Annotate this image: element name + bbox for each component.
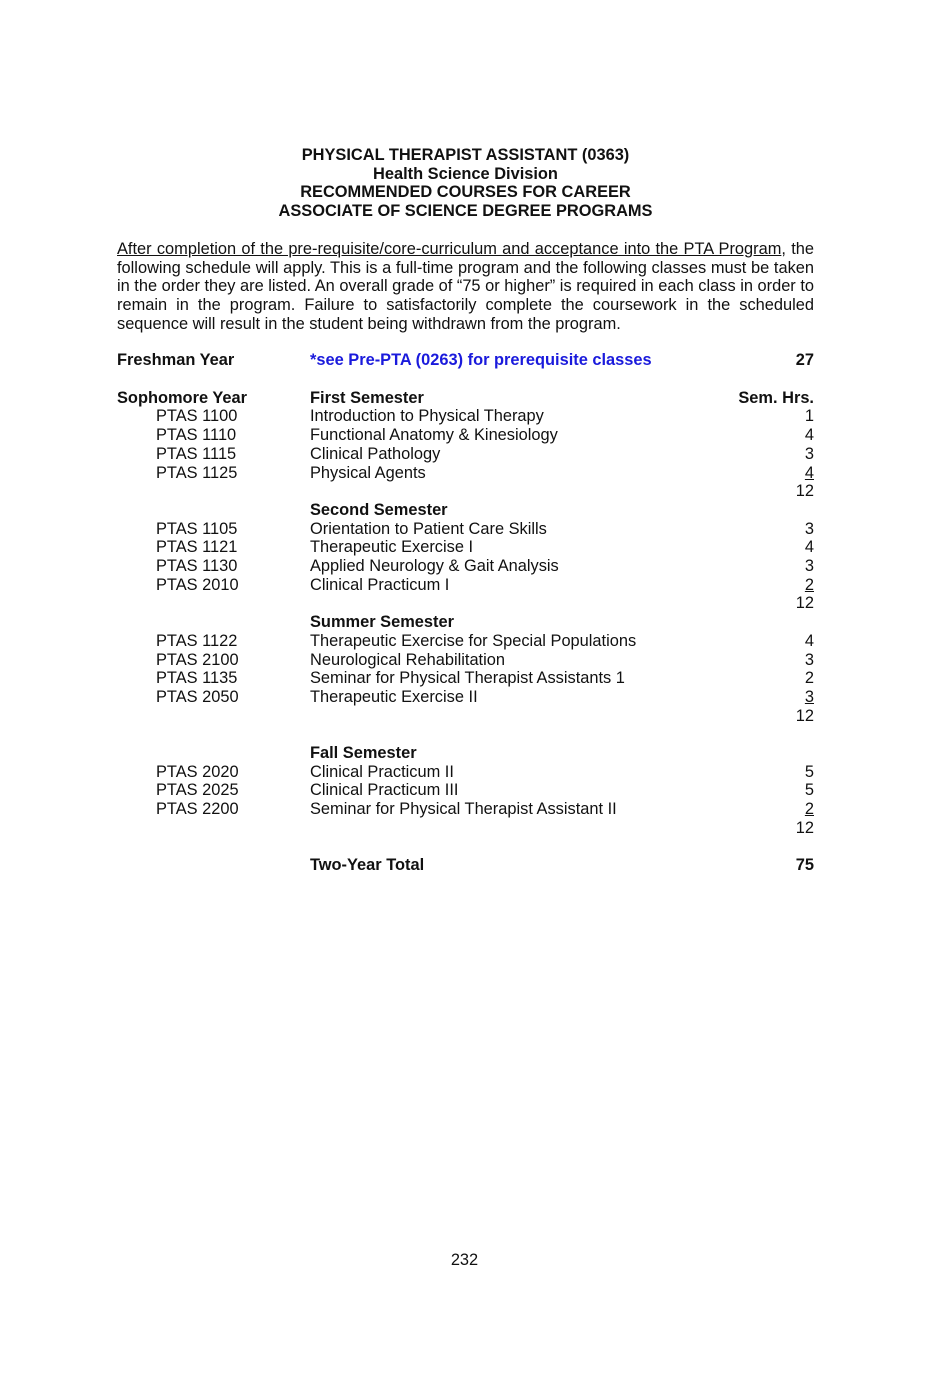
degree-heading: ASSOCIATE OF SCIENCE DEGREE PROGRAMS: [278, 202, 653, 221]
prerequisite-link[interactable]: *see Pre-PTA (0263) for prerequisite classes: [310, 351, 652, 370]
course-name: Therapeutic Exercise II: [310, 687, 478, 706]
course-hours: 4: [804, 631, 814, 650]
semester-header-row: [117, 501, 814, 520]
semester-total: 12: [795, 706, 814, 725]
course-hours: 5: [804, 781, 814, 800]
two-year-total-hours: 75: [795, 856, 814, 875]
course-row: [117, 688, 814, 707]
course-name: Orientation to Patient Care Skills: [310, 519, 547, 538]
course-code: PTAS 2200: [156, 800, 239, 819]
course-name: Clinical Pathology: [310, 444, 441, 463]
course-name: Seminar for Physical Therapist Assistants 1: [310, 669, 625, 688]
course-row: [117, 651, 814, 670]
sem-hrs-header: Sem. Hrs.: [738, 388, 814, 407]
course-row: [117, 632, 814, 651]
course-row: [117, 445, 814, 464]
division-name: Health Science Division: [373, 164, 558, 183]
freshman-year-label: Freshman Year: [117, 351, 235, 370]
course-code: PTAS 1122: [156, 631, 238, 650]
freshman-hours: 27: [795, 351, 814, 370]
course-row: [117, 520, 814, 539]
intro-body-text: , the following schedule will apply. This is a full-time program and the following classes must be taken in the order they are listed. An overall grade of “75 or higher” is required in each class in order to remain in the program. Failure to satisfactorily complete the coursework in the scheduled sequence will result in the student being withdrawn from the program.: [117, 239, 814, 333]
semester-title: Fall Semester: [310, 744, 417, 763]
course-row: [117, 669, 814, 688]
course-hours: [724, 688, 814, 707]
course-name: Functional Anatomy & Kinesiology: [310, 426, 558, 445]
course-code: PTAS 2025: [156, 781, 239, 800]
course-row: [117, 538, 814, 557]
course-name: Clinical Practicum I: [310, 575, 450, 594]
semester-total: 12: [795, 482, 814, 501]
course-name: Clinical Practicum II: [310, 762, 454, 781]
course-code: PTAS 1130: [156, 557, 238, 576]
course-code: PTAS 1125: [156, 463, 238, 482]
freshman-row: [117, 351, 814, 370]
semester-total-row: [117, 819, 814, 838]
last-hours-value: 3: [804, 687, 814, 706]
section-heading: RECOMMENDED COURSES FOR CAREER: [300, 183, 631, 202]
course-code: PTAS 1100: [156, 407, 238, 426]
semester-title: First Semester: [310, 388, 424, 407]
course-name: Therapeutic Exercise for Special Populations: [310, 631, 637, 650]
two-year-total-label: Two-Year Total: [310, 856, 425, 875]
semester-total: 12: [795, 594, 814, 613]
course-code: PTAS 2020: [156, 762, 239, 781]
course-hours: 4: [804, 538, 814, 557]
course-name: Physical Agents: [310, 463, 426, 482]
course-hours: 3: [804, 557, 814, 576]
course-code: PTAS 1135: [156, 669, 238, 688]
course-code: PTAS 2050: [156, 687, 239, 706]
page-number: 232: [450, 1251, 479, 1269]
course-hours: [724, 800, 814, 819]
program-title: PHYSICAL THERAPIST ASSISTANT (0363): [301, 146, 630, 164]
course-row: [117, 426, 814, 445]
intro-underlined-text: After completion of the pre-requisite/core-curriculum and acceptance into the PTA Program: [117, 239, 782, 258]
course-code: PTAS 1115: [156, 444, 237, 463]
semester-header-row: [117, 744, 814, 763]
semester-header-row: [117, 389, 814, 408]
course-row: [117, 407, 814, 426]
intro-paragraph: [117, 240, 814, 334]
spacer-row: [117, 370, 814, 389]
spacer-row: [117, 838, 814, 857]
course-code: PTAS 1110: [156, 426, 237, 445]
course-name: Neurological Rehabilitation: [310, 650, 505, 669]
last-hours-value: 2: [804, 575, 814, 594]
course-hours: 3: [804, 519, 814, 538]
course-hours: [724, 576, 814, 595]
semester-total-row: [117, 707, 814, 726]
spacer-row: [117, 725, 814, 744]
semester-total-row: [117, 482, 814, 501]
course-code: PTAS 1121: [156, 538, 238, 557]
course-name: Applied Neurology & Gait Analysis: [310, 557, 559, 576]
course-row: [117, 763, 814, 782]
course-schedule-table: [117, 351, 814, 875]
course-hours: [724, 464, 814, 483]
grand-total-row: [117, 856, 814, 875]
course-row: [117, 800, 814, 819]
course-row: [117, 781, 814, 800]
sophomore-year-label: Sophomore Year: [117, 388, 247, 407]
course-hours: 3: [804, 650, 814, 669]
course-hours: 5: [804, 762, 814, 781]
course-name: Seminar for Physical Therapist Assistant II: [310, 800, 617, 819]
semester-title: Summer Semester: [310, 613, 454, 632]
course-code: PTAS 2100: [156, 650, 239, 669]
course-code: PTAS 2010: [156, 575, 239, 594]
course-row: [117, 557, 814, 576]
course-hours: 1: [804, 407, 814, 426]
course-hours: 3: [804, 444, 814, 463]
last-hours-value: 4: [804, 463, 814, 482]
course-code: PTAS 1105: [156, 519, 238, 538]
course-name: Therapeutic Exercise I: [310, 538, 474, 557]
course-row: [117, 576, 814, 595]
course-hours: 2: [804, 669, 814, 688]
course-name: Introduction to Physical Therapy: [310, 407, 544, 426]
semester-total-row: [117, 594, 814, 613]
semester-total: 12: [795, 818, 814, 837]
course-name: Clinical Practicum III: [310, 781, 459, 800]
document-page: [117, 146, 814, 875]
semester-title: Second Semester: [310, 500, 448, 519]
course-hours: 4: [804, 426, 814, 445]
last-hours-value: 2: [804, 800, 814, 819]
semester-header-row: [117, 613, 814, 632]
course-row: [117, 464, 814, 483]
